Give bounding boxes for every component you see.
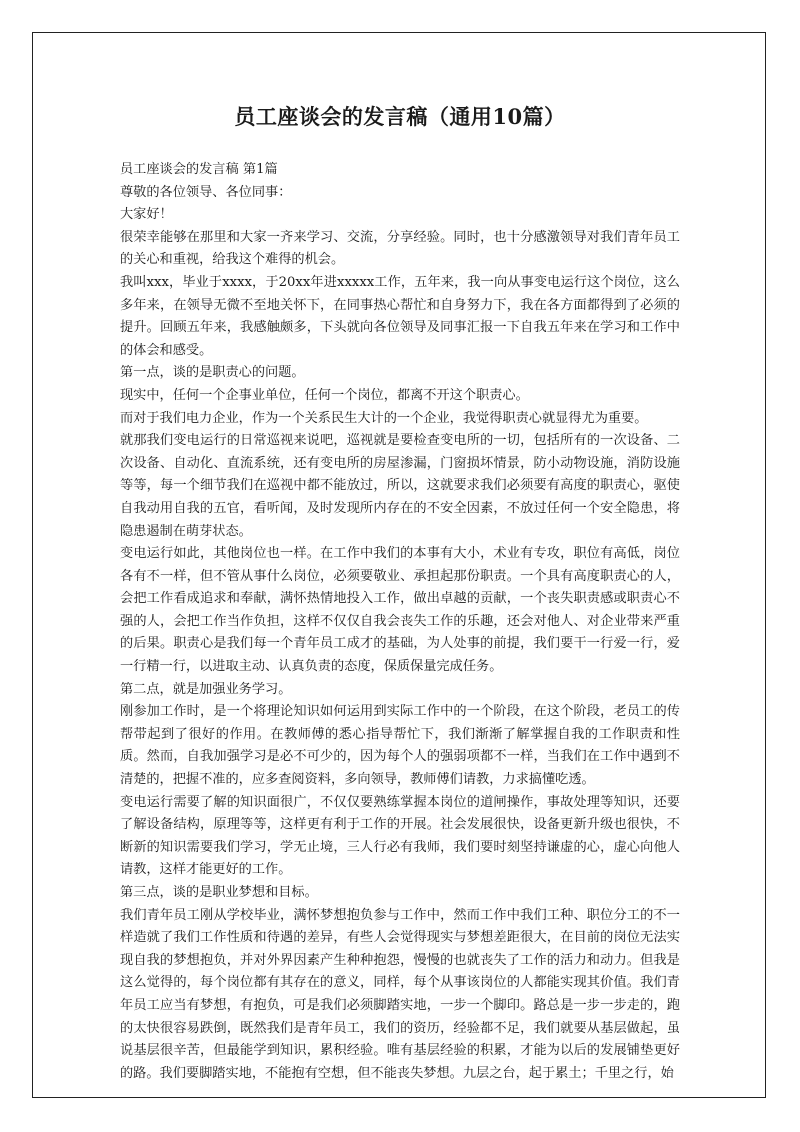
section-heading: 员工座谈会的发言稿 第1篇 — [120, 162, 278, 177]
paragraph: 而对于我们电力企业，作为一个关系民生大计的一个企业，我觉得职责心就显得尤为重要。 — [120, 410, 648, 426]
salutation: 尊敬的各位领导、各位同事： — [120, 184, 292, 200]
document-body — [120, 159, 680, 1085]
document-title: 员工座谈会的发言稿（通用10篇） — [234, 104, 566, 129]
paragraph: 刚参加工作时，是一个将理论知识如何运用到实际工作中的一个阶段，在这个阶段，老员工的传帮带起到了很好的作用。在教师傅的悉心指导帮忙下，我们渐渐了解掌握自我的工作职责和性质。然而，自我加强学习是必不可少的，因为每个人的强弱项都不一样，当我们在工作中遇到不清楚的，把握不准的，应多查阅资料，多向领导，教师傅们请教，力求搞懂吃透。 — [120, 704, 680, 788]
point-heading: 第三点，谈的是职业梦想和目标。 — [120, 885, 318, 900]
point-heading: 第一点，谈的是职责心的问题。 — [120, 365, 305, 381]
paragraph: 变电运行如此，其他岗位也一样。在工作中我们的本事有大小，术业有专攻，职位有高低，岗位各有不一样，但不管从事什么岗位，必须要敬业、承担起那份职责。一个具有高度职责心的人，会把工作看成追求和奉献，满怀热情地投入工作，做出卓越的贡献，一个丧失职责感或职责心不强的人，会把工作当作负担，这样不仅仅自我会丧失工作的乐趣，还会对他人、对企业带来严重的后果。职责心是我们每一个青年员工成才的基础，为人处事的前提，我们要干一行爱一行，爱一行精一行，以进取主动、认真负责的态度，保质保量完成任务。 — [120, 546, 680, 675]
point-heading: 第二点，就是加强业务学习。 — [120, 681, 292, 697]
paragraph: 我叫xxx，毕业于xxxx，于20xx年进xxxxx工作，五年来，我一向从事变电运行这个岗位，这么多年来，在领导无微不至地关怀下，在同事热心帮忙和自身努力下，我在各方面都得到了必须的提升。回顾五年来，我感触颇多，下头就向各位领导及同事汇报一下自我五年来在学习和工作中的体会和感受。 — [120, 274, 680, 358]
greeting: 大家好！ — [120, 207, 173, 223]
paragraph: 很荣幸能够在那里和大家一齐来学习、交流，分享经验。同时，也十分感激领导对我们青年员工的关心和重视，给我这个难得的机会。 — [120, 229, 680, 268]
paragraph: 现实中，任何一个企事业单位，任何一个岗位，都离不开这个职责心。 — [120, 387, 529, 403]
paragraph: 就那我们变电运行的日常巡视来说吧，巡视就是要检查变电所的一切，包括所有的一次设备、二次设备、自动化、直流系统，还有变电所的房屋渗漏，门窗损坏情景，防小动物设施，消防设施等等，每一个细节我们在巡视中都不能放过，所以，这就要求我们必须要有高度的职责心，驱使自我动用自我的五官，看听闻，及时发现所内存在的不安全因素，不放过任何一个安全隐患，将隐患遏制在萌芽状态。 — [120, 433, 680, 539]
paragraph: 我们青年员工刚从学校毕业，满怀梦想抱负参与工作中，然而工作中我们工种、职位分工的不一样造就了我们工作性质和待遇的差异，有些人会觉得现实与梦想差距很大，在目前的岗位无法实现自我的梦想抱负，并对外界因素产生种种抱怨，慢慢的也就丧失了工作的活力和动力。但我是这么觉得的，每个岗位都有其存在的意义，同样，每个从事该岗位的人都能实现其价值。我们青年员工应当有梦想，有抱负，可是我们必须脚踏实地，一步一个脚印。路总是一步一步走的，跑的太快很容易跌倒，既然我们是青年员工，我们的资历，经验都不足，我们就要从基层做起，虽说基层很辛苦，但最能学到知识，累积经验。唯有基层经验的积累，才能为以后的发展铺垫更好的路。我们要脚踏实地，不能抱有空想，但不能丧失梦想。九层之台，起于累土；千里之行，始 — [120, 907, 680, 1081]
paragraph: 变电运行需要了解的知识面很广，不仅仅要熟练掌握本岗位的道闸操作，事故处理等知识，还要了解设备结构，原理等等，这样更有利于工作的开展。社会发展很快，设备更新升级也很快，不断新的知识需要我们学习，学无止境，三人行必有我师，我们要时刻坚持谦虚的心，虚心向他人请教，这样才能更好的工作。 — [120, 794, 680, 878]
